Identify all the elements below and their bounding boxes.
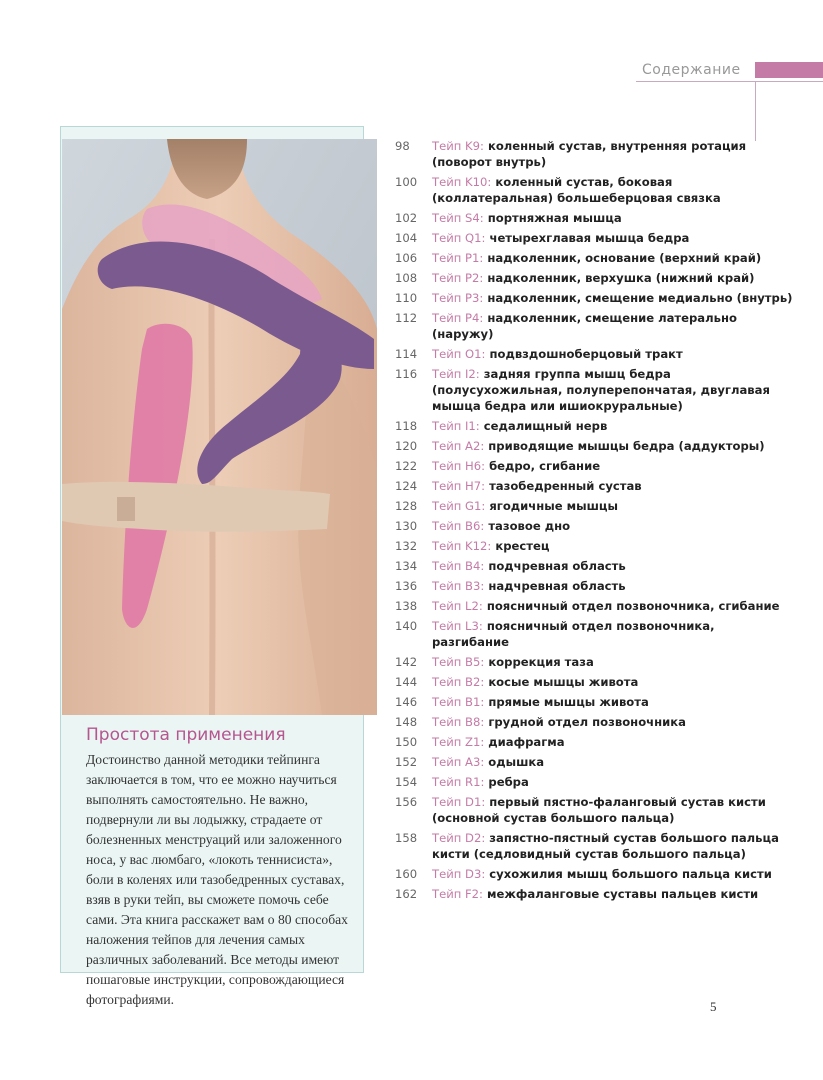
- photo-illustration: [62, 139, 377, 715]
- toc-tape-code: Тейп G1:: [432, 499, 486, 513]
- toc-title: прямые мышцы живота: [488, 695, 649, 709]
- toc-tape-code: Тейп H7:: [432, 479, 486, 493]
- toc-tape-code: Тейп D3:: [432, 867, 486, 881]
- page-number: 5: [710, 999, 717, 1014]
- toc-tape-code: Тейп L2:: [432, 599, 483, 613]
- toc-page-number: 106: [395, 251, 418, 265]
- toc-entry[interactable]: [395, 774, 795, 790]
- toc-entry[interactable]: [395, 674, 795, 690]
- toc-page-number: 114: [395, 347, 418, 361]
- toc-page-number: 144: [395, 675, 418, 689]
- toc-title: первый пястно-фаланговый сустав кисти (основной сустав большого пальца): [432, 795, 766, 825]
- toc-tape-code: Тейп A2:: [432, 439, 485, 453]
- toc-page-number: 136: [395, 579, 418, 593]
- toc-tape-code: Тейп K12:: [432, 539, 492, 553]
- toc-entry[interactable]: [395, 598, 795, 614]
- toc-tape-code: Тейп I1:: [432, 419, 480, 433]
- toc-page-number: 162: [395, 887, 418, 901]
- toc-tape-code: Тейп K9:: [432, 139, 484, 153]
- toc-tape-code: Тейп I2:: [432, 367, 480, 381]
- section-title: Содержание: [642, 62, 741, 78]
- section-tab: [755, 62, 823, 78]
- toc-entry[interactable]: [395, 438, 795, 454]
- toc-tape-code: Тейп K10:: [432, 175, 492, 189]
- toc-entry[interactable]: [395, 418, 795, 434]
- toc-entry[interactable]: [395, 694, 795, 710]
- table-of-contents: [395, 138, 795, 906]
- toc-tape-code: Тейп Q1:: [432, 231, 486, 245]
- toc-entry[interactable]: [395, 830, 795, 862]
- toc-title: диафрагма: [488, 735, 565, 749]
- back-taping-photo: [62, 139, 377, 715]
- toc-page-number: 122: [395, 459, 418, 473]
- toc-page-number: 108: [395, 271, 418, 285]
- toc-title: надчревная область: [488, 579, 626, 593]
- toc-page-number: 128: [395, 499, 418, 513]
- toc-page-number: 124: [395, 479, 418, 493]
- toc-title: коленный сустав, боковая (коллатеральная) большеберцовая связка: [432, 175, 721, 205]
- toc-entry[interactable]: [395, 734, 795, 750]
- toc-title: седалищный нерв: [483, 419, 608, 433]
- toc-title: надколенник, верхушка (нижний край): [487, 271, 755, 285]
- toc-tape-code: Тейп R1:: [432, 775, 485, 789]
- header-divider: [636, 81, 823, 82]
- toc-tape-code: Тейп P3:: [432, 291, 484, 305]
- toc-page-number: 112: [395, 311, 418, 325]
- toc-entry[interactable]: [395, 458, 795, 474]
- toc-page-number: 100: [395, 175, 418, 189]
- toc-tape-code: Тейп F2:: [432, 887, 483, 901]
- toc-page-number: 160: [395, 867, 418, 881]
- toc-page-number: 142: [395, 655, 418, 669]
- toc-tape-code: Тейп B4:: [432, 559, 485, 573]
- toc-entry[interactable]: [395, 714, 795, 730]
- toc-entry[interactable]: [395, 794, 795, 826]
- toc-tape-code: Тейп P4:: [432, 311, 484, 325]
- toc-title: тазобедренный сустав: [489, 479, 642, 493]
- toc-tape-code: Тейп B8:: [432, 715, 485, 729]
- toc-entry[interactable]: [395, 174, 795, 206]
- toc-title: ребра: [488, 775, 529, 789]
- toc-tape-code: Тейп A3:: [432, 755, 485, 769]
- toc-entry[interactable]: [395, 270, 795, 286]
- toc-entry[interactable]: [395, 478, 795, 494]
- toc-page-number: 116: [395, 367, 418, 381]
- toc-title: надколенник, смещение латерально (наружу): [432, 311, 737, 341]
- toc-entry[interactable]: [395, 618, 795, 650]
- toc-title: косые мышцы живота: [488, 675, 639, 689]
- toc-title: четырехглавая мышца бедра: [489, 231, 690, 245]
- toc-page-number: 148: [395, 715, 418, 729]
- toc-entry[interactable]: [395, 886, 795, 902]
- toc-page-number: 138: [395, 599, 418, 613]
- toc-page-number: 118: [395, 419, 418, 433]
- toc-entry[interactable]: [395, 230, 795, 246]
- toc-title: задняя группа мышц бедра (полусухожильная, полуперепончатая, двуглавая мышца бедра или ишиокруральные): [432, 367, 770, 413]
- toc-tape-code: Тейп P1:: [432, 251, 484, 265]
- toc-tape-code: Тейп P2:: [432, 271, 484, 285]
- toc-page-number: 140: [395, 619, 418, 633]
- toc-title: запястно-пястный сустав большого пальца кисти (седловидный сустав большого пальца): [432, 831, 779, 861]
- toc-page-number: 130: [395, 519, 418, 533]
- toc-title: подчревная область: [488, 559, 626, 573]
- toc-tape-code: Тейп Z1:: [432, 735, 485, 749]
- toc-title: ягодичные мышцы: [489, 499, 619, 513]
- toc-page-number: 104: [395, 231, 418, 245]
- toc-page-number: 150: [395, 735, 418, 749]
- toc-title: одышка: [488, 755, 545, 769]
- toc-title: подвздошноберцовый тракт: [489, 347, 683, 361]
- toc-entry[interactable]: [395, 210, 795, 226]
- toc-entry[interactable]: [395, 366, 795, 414]
- toc-entry[interactable]: [395, 138, 795, 170]
- sidebar-body-text: Достоинство данной методики тейпинга заключается в том, что ее можно научиться выполнять самостоятельно. Не важно, подвернули ли вы лодыжку, страдаете от болезненных менструаций или заложенного носа, у вас люмбаго, «локоть теннисиста», боли в коленях или тазобедренных суставах, взяв в руки тейп, вы сможете помочь себе сами. Эта книга расскажет вам о 80 способах наложения тейпов для лечения самых различных заболеваний. Все методы имеют пошаговые инструкции, сопровождающиеся фотографиями.: [86, 752, 348, 1007]
- toc-page-number: 156: [395, 795, 418, 809]
- toc-tape-code: Тейп S4:: [432, 211, 484, 225]
- toc-entry[interactable]: [395, 558, 795, 574]
- toc-title: крестец: [495, 539, 550, 553]
- toc-page-number: 110: [395, 291, 418, 305]
- toc-tape-code: Тейп B3:: [432, 579, 485, 593]
- toc-page-number: 132: [395, 539, 418, 553]
- toc-page-number: 98: [395, 139, 410, 153]
- toc-page-number: 152: [395, 755, 418, 769]
- toc-title: коленный сустав, внутренняя ротация (поворот внутрь): [432, 139, 747, 169]
- toc-tape-code: Тейп B1:: [432, 695, 485, 709]
- toc-entry[interactable]: [395, 250, 795, 266]
- toc-page-number: 154: [395, 775, 418, 789]
- toc-title: тазовое дно: [488, 519, 571, 533]
- toc-entry[interactable]: [395, 866, 795, 882]
- toc-entry[interactable]: [395, 654, 795, 670]
- toc-page-number: 102: [395, 211, 418, 225]
- sidebar-heading: Простота применения: [86, 725, 286, 745]
- toc-entry[interactable]: [395, 578, 795, 594]
- toc-title: поясничный отдел позвоночника, сгибание: [486, 599, 780, 613]
- bra-clasp: [117, 497, 135, 521]
- toc-page-number: 120: [395, 439, 418, 453]
- toc-tape-code: Тейп O1:: [432, 347, 486, 361]
- toc-entry[interactable]: [395, 538, 795, 554]
- toc-entry[interactable]: [395, 290, 795, 306]
- toc-tape-code: Тейп L3:: [432, 619, 483, 633]
- toc-title: поясничный отдел позвоночника, разгибание: [432, 619, 715, 649]
- toc-tape-code: Тейп B6:: [432, 519, 485, 533]
- toc-title: портняжная мышца: [487, 211, 622, 225]
- toc-title: сухожилия мышц большого пальца кисти: [489, 867, 772, 881]
- toc-title: надколенник, смещение медиально (внутрь): [487, 291, 793, 305]
- toc-page-number: 134: [395, 559, 418, 573]
- toc-tape-code: Тейп B2:: [432, 675, 485, 689]
- toc-title: приводящие мышцы бедра (аддукторы): [488, 439, 765, 453]
- toc-tape-code: Тейп H6:: [432, 459, 486, 473]
- toc-entry[interactable]: [395, 754, 795, 770]
- toc-entry[interactable]: [395, 498, 795, 514]
- toc-title: грудной отдел позвоночника: [488, 715, 686, 729]
- toc-title: надколенник, основание (верхний край): [487, 251, 762, 265]
- toc-tape-code: Тейп D1:: [432, 795, 486, 809]
- toc-title: бедро, сгибание: [489, 459, 601, 473]
- toc-entry[interactable]: [395, 310, 795, 342]
- toc-page-number: 146: [395, 695, 418, 709]
- toc-title: межфаланговые суставы пальцев кисти: [487, 887, 759, 901]
- toc-page-number: 158: [395, 831, 418, 845]
- toc-tape-code: Тейп D2:: [432, 831, 486, 845]
- toc-title: коррекция таза: [488, 655, 594, 669]
- toc-entry[interactable]: [395, 518, 795, 534]
- toc-entry[interactable]: [395, 346, 795, 362]
- header-vertical-rule: [755, 81, 756, 141]
- toc-tape-code: Тейп B5:: [432, 655, 485, 669]
